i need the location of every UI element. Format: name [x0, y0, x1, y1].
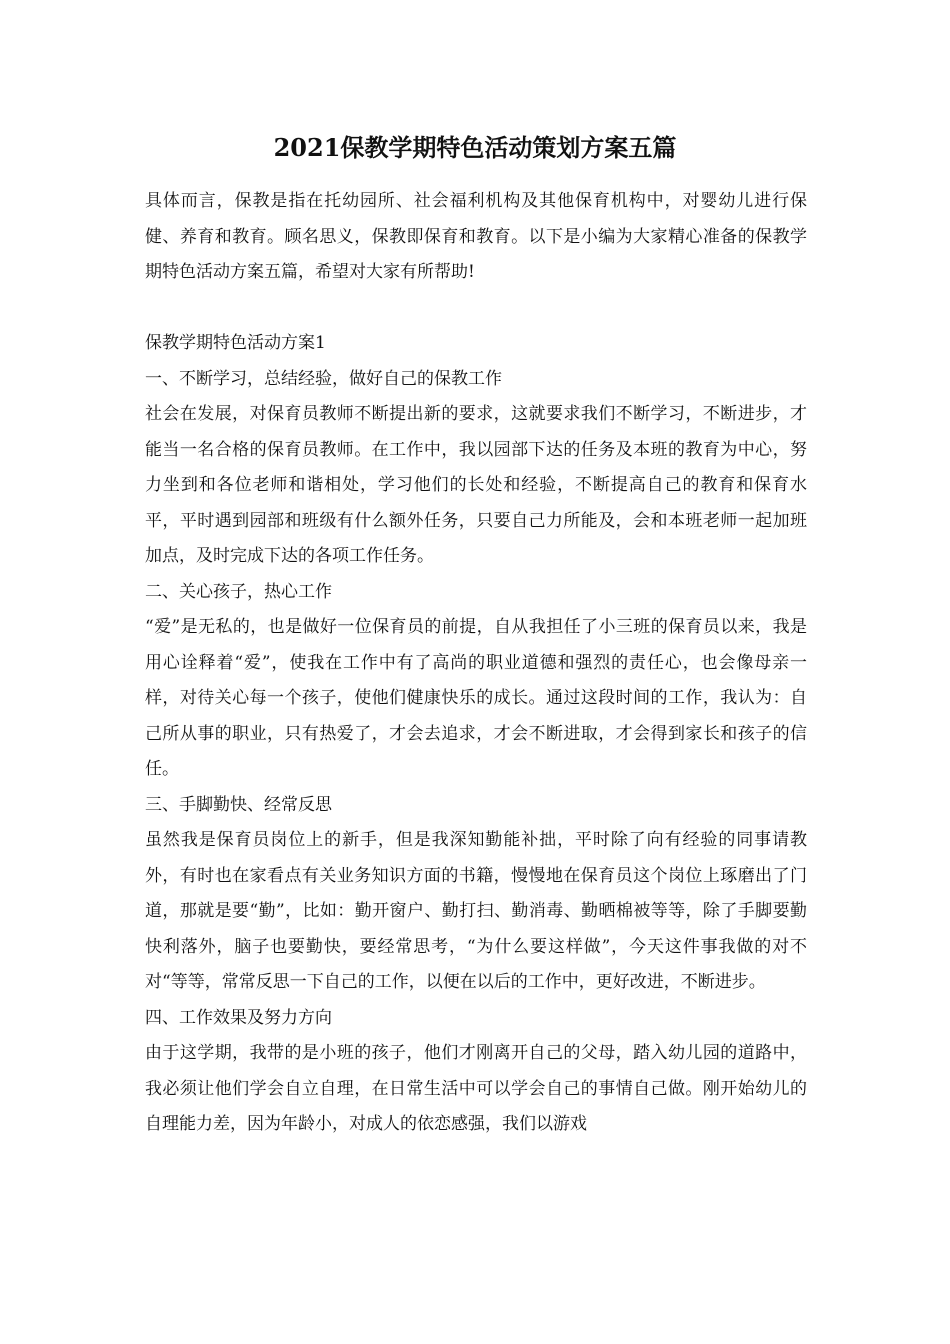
section-heading-3: 三、手脚勤快、经常反思 [145, 794, 332, 815]
section-title: 保教学期特色活动方案1 [145, 333, 326, 353]
intro-paragraph: 具体而言，保教是指在托幼园所、社会福利机构及其他保育机构中，对婴幼儿进行保健、养育和教育。顾名思义，保教即保育和教育。以下是小编为大家精心准备的保教学期特色活动方案五篇，希望对大家有所帮助! [145, 191, 807, 282]
document-body [145, 184, 807, 1143]
section-heading-2: 二、关心孩子，热心工作 [145, 581, 332, 602]
section-paragraph-2: “爱”是无私的，也是做好一位保育员的前提，自从我担任了小三班的保育员以来，我是用心诠释着“爱”，使我在工作中有了高尚的职业道德和强烈的责任心，也会像母亲一样，对待关心每一个孩子，使他们健康快乐的成长。通过这段时间的工作，我认为：自己所从事的职业，只有热爱了，才会去追求，才会不断进取，才会得到家长和孩子的信任。 [145, 617, 807, 779]
paragraph-gap [145, 291, 807, 327]
section-heading-4: 四、工作效果及努力方向 [145, 1007, 332, 1028]
section-paragraph-1: 社会在发展，对保育员教师不断提出新的要求，这就要求我们不断学习，不断进步，才能当一名合格的保育员教师。在工作中，我以园部下达的任务及本班的教育为中心，努力坐到和各位老师和谐相处，学习他们的长处和经验，不断提高自己的教育和保育水平，平时遇到园部和班级有什么额外任务，只要自己力所能及，会和本班老师一起加班加点，及时完成下达的各项工作任务。 [145, 404, 807, 566]
section-paragraph-4: 由于这学期，我带的是小班的孩子，他们才刚离开自己的父母，踏入幼儿园的道路中，我必须让他们学会自立自理，在日常生活中可以学会自己的事情自己做。刚开始幼儿的自理能力差，因为年龄小，对成人的依恋感强，我们以游戏 [145, 1043, 807, 1134]
document-title: 2021保教学期特色活动策划方案五篇 [273, 133, 677, 162]
section-heading-1: 一、不断学习，总结经验，做好自己的保教工作 [145, 368, 502, 389]
section-paragraph-3: 虽然我是保育员岗位上的新手，但是我深知勤能补拙，平时除了向有经验的同事请教外，有时也在家看点有关业务知识方面的书籍，慢慢地在保育员这个岗位上琢磨出了门道，那就是要“勤”，比如：勤开窗户、勤打扫、勤消毒、勤晒棉被等等，除了手脚要勤快利落外，脑子也要勤快，要经常思考，“为什么要这样做”，今天这件事我做的对不对“等等，常常反思一下自己的工作，以便在以后的工作中，更好改进，不断进步。 [145, 830, 807, 992]
